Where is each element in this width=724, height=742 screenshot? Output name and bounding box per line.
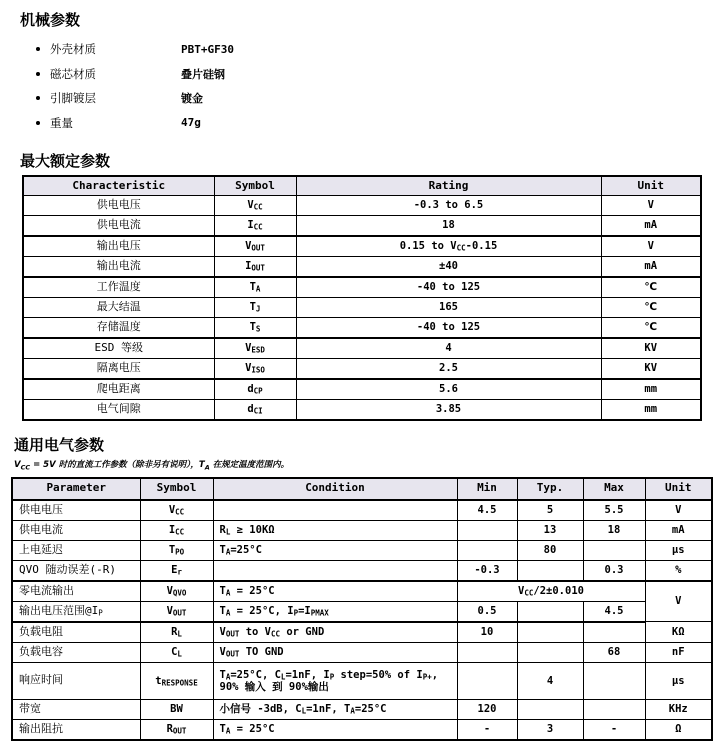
table-row [12, 622, 712, 643]
table-row [23, 257, 701, 278]
table-row [23, 196, 701, 216]
cell-typ: 13 [517, 520, 583, 540]
mech-item-value: 叠片硅钢 [181, 67, 225, 81]
list-item [36, 62, 724, 87]
cell-condition: $T_A = 25^\circ C$ [213, 719, 457, 740]
symbol-subscript: OUT [172, 726, 187, 736]
bullet-icon [36, 72, 40, 76]
cell-condition: $T_A = 25^\circ C$ [213, 581, 457, 602]
symbol-base: T [249, 301, 256, 314]
inline-subscript: CC [20, 463, 31, 472]
symbol-base: T [168, 544, 176, 557]
cell-characteristic: 供电电流 [23, 216, 214, 237]
col-header-symbol: Symbol [214, 176, 296, 196]
symbol-subscript: CC [175, 507, 185, 517]
mech-item-value: PBT+GF30 [181, 42, 234, 56]
symbol-base: V [245, 362, 252, 375]
symbol-base: R [171, 626, 178, 639]
symbol-base: V [245, 342, 252, 355]
cell-typ: 80 [517, 540, 583, 560]
cell-parameter: 供电电压 [12, 500, 140, 521]
cell-characteristic: ESD 等级 [23, 338, 214, 359]
cell-typ: 4 [517, 662, 583, 699]
cell-unit: V [601, 196, 701, 216]
inline-subscript: PMAX [310, 608, 329, 618]
cell-parameter: 负载电容 [12, 642, 140, 662]
cell-characteristic: 电气间隙 [23, 400, 214, 421]
col-header-min: Min [457, 478, 517, 500]
section-title-electrical: 通用电气参数 [14, 436, 105, 454]
symbol-subscript: J [255, 304, 261, 314]
symbol-base: E [171, 564, 178, 577]
cell-parameter: 零电流输出 [12, 581, 140, 602]
col-header-symbol: Symbol [140, 478, 213, 500]
cell-min: 4.5 [457, 500, 517, 521]
symbol-base: R [166, 723, 173, 736]
inline-subscript: A [225, 672, 231, 682]
symbol-base: C [171, 646, 178, 659]
inline-subscript: OUT [225, 649, 240, 659]
table-row [23, 359, 701, 380]
symbol-base: T [249, 321, 256, 334]
cell-min [457, 520, 517, 540]
table-row [23, 400, 701, 421]
cell-rating: 165 [296, 298, 601, 318]
table-row [23, 338, 701, 359]
cell-unit: mA [601, 257, 701, 278]
cell-unit: V [645, 500, 712, 521]
table-row [23, 277, 701, 298]
mech-item-label: 外壳材质 [50, 42, 96, 57]
cell-unit: mm [601, 379, 701, 400]
symbol-base: I [245, 260, 252, 273]
mech-item-label: 重量 [50, 115, 73, 130]
symbol-base: V [247, 199, 254, 212]
inline-subscript: P [293, 608, 299, 618]
cell-condition [213, 560, 457, 581]
inline-subscript: A [225, 588, 231, 598]
cell-condition: 小信号 -3dB, $C_L=1nF$, $T_A=25^\circ C$ [213, 699, 457, 719]
cell-parameter: 输出阻抗 [12, 719, 140, 740]
inline-subscript: A [225, 726, 231, 736]
cell-condition: $T_A=25^\circ C$, $C_L=1nF$, $I_P$ step=50% of $I_{P+}$, 90% 输入 到 90%输出 [213, 662, 457, 699]
electrical-note: $V_{CC} = 5V$ 时的直流工作参数（除非另有说明），$T_A$ 在规定温度范围内。 [14, 460, 290, 472]
cell-symbol [214, 277, 296, 298]
cell-unit: mA [601, 216, 701, 237]
symbol-subscript: A [255, 284, 261, 294]
table-row [12, 500, 712, 521]
cell-min [457, 540, 517, 560]
cell-min: 10 [457, 622, 517, 643]
symbol-base: I [247, 219, 254, 232]
cell-symbol [140, 601, 213, 622]
cell-rating: ±40 [296, 257, 601, 278]
mech-item-label: 引脚镀层 [50, 91, 96, 106]
cell-unit: KV [601, 359, 701, 380]
symbol-subscript: L [177, 649, 182, 659]
cell-symbol [214, 298, 296, 318]
list-item [36, 111, 724, 136]
symbol-base: T [249, 281, 256, 294]
col-header-unit: Unit [645, 478, 712, 500]
cell-max: 18 [583, 520, 645, 540]
table-row [23, 379, 701, 400]
symbol-subscript: QVO [172, 588, 187, 598]
cell-symbol [140, 622, 213, 643]
inline-subscript: A [225, 608, 231, 618]
cell-symbol [140, 560, 213, 581]
mech-item-value: 镀金 [181, 92, 203, 106]
cell-typ: 3 [517, 719, 583, 740]
cell-characteristic: 隔离电压 [23, 359, 214, 380]
cell-symbol [214, 236, 296, 257]
inline-subscript: OUT [225, 629, 240, 639]
cell-condition: $R_L \ge 10K\Omega$ [213, 520, 457, 540]
symbol-subscript: CP [253, 386, 263, 396]
table-row [23, 216, 701, 237]
cell-unit: nF [645, 642, 712, 662]
list-item [36, 86, 724, 111]
cell-parameter: 带宽 [12, 699, 140, 719]
cell-symbol [214, 318, 296, 339]
cell-symbol [140, 699, 213, 719]
col-header-characteristic: Characteristic [23, 176, 214, 196]
cell-max [583, 540, 645, 560]
cell-condition: $T_A = 25^\circ C$, $I_P=I_{PMAX}$ [213, 601, 457, 622]
symbol-subscript: RESPONSE [161, 678, 198, 688]
symbol-subscript: ISO [251, 365, 265, 375]
symbol-base: V [168, 504, 176, 517]
cell-max: 68 [583, 642, 645, 662]
cell-max: 5.5 [583, 500, 645, 521]
cell-symbol [214, 257, 296, 278]
symbol-subscript: CC [253, 202, 263, 212]
cell-unit: Ω [645, 719, 712, 740]
symbol-base: t [155, 674, 162, 687]
symbol-subscript: OUT [172, 608, 187, 618]
cell-symbol [214, 338, 296, 359]
inline-subscript: CC [524, 588, 534, 598]
bullet-icon [36, 96, 40, 100]
cell-min [457, 662, 517, 699]
cell-unit: mA [645, 520, 712, 540]
cell-min: - [457, 719, 517, 740]
cell-symbol [140, 500, 213, 521]
cell-typ [517, 601, 583, 622]
mech-item-value: 47g [181, 116, 201, 130]
inline-subscript: L [301, 706, 307, 716]
cell-max [583, 662, 645, 699]
cell-parameter: 响应时间 [12, 662, 140, 699]
cell-unit: V [601, 236, 701, 257]
cell-min: -0.3 [457, 560, 517, 581]
cell-characteristic: 最大结温 [23, 298, 214, 318]
cell-rating: -40 to 125 [296, 318, 601, 339]
cell-max: 0.3 [583, 560, 645, 581]
cell-unit: V [645, 581, 712, 622]
cell-unit: μs [645, 662, 712, 699]
symbol-subscript: r [177, 567, 182, 577]
cell-parameter: 上电延迟 [12, 540, 140, 560]
inline-subscript: A [204, 463, 210, 472]
cell-rating: -40 to 125 [296, 277, 601, 298]
inline-subscript: L [280, 672, 286, 682]
cell-merged-value: $V_{CC}/2\pm 0.010$ [457, 581, 645, 602]
inline-subscript: P [329, 672, 335, 682]
cell-rating: 18 [296, 216, 601, 237]
cell-unit: KΩ [645, 622, 712, 643]
cell-symbol [214, 400, 296, 421]
cell-rating: 3.85 [296, 400, 601, 421]
cell-unit: KHz [645, 699, 712, 719]
inline-subscript: CC [456, 243, 466, 253]
cell-typ [517, 699, 583, 719]
cell-rating: 4 [296, 338, 601, 359]
table-row [12, 520, 712, 540]
cell-min: 0.5 [457, 601, 517, 622]
table-row [12, 560, 712, 581]
cell-unit: KV [601, 338, 701, 359]
cell-characteristic: 输出电流 [23, 257, 214, 278]
col-header-unit: Unit [601, 176, 701, 196]
col-header-max: Max [583, 478, 645, 500]
symbol-subscript: PO [175, 547, 185, 557]
cell-rating: 5.6 [296, 379, 601, 400]
inline-subscript: L [225, 527, 231, 537]
inline-subscript: CC [270, 629, 281, 639]
col-header-typ: Typ. [517, 478, 583, 500]
cell-symbol [140, 719, 213, 740]
list-item [36, 37, 724, 62]
symbol-base: V [245, 240, 252, 253]
cell-unit: μs [645, 540, 712, 560]
cell-min: 120 [457, 699, 517, 719]
table-row [12, 719, 712, 740]
table-row [12, 540, 712, 560]
symbol-subscript: ESD [251, 345, 265, 355]
cell-symbol [140, 642, 213, 662]
cell-characteristic: 工作温度 [23, 277, 214, 298]
table-row [23, 318, 701, 339]
symbol-base: d [247, 383, 254, 396]
cell-symbol [214, 216, 296, 237]
cell-unit: ℃ [601, 277, 701, 298]
symbol-subscript: OUT [251, 243, 265, 253]
symbol-subscript: CC [175, 527, 185, 537]
max-ratings-table [22, 175, 702, 421]
cell-rating: 0.15 to $V_{CC}-0.15$ [296, 236, 601, 257]
cell-condition: $T_A=25^\circ C$ [213, 540, 457, 560]
table-row [12, 642, 712, 662]
cell-symbol [140, 581, 213, 602]
cell-symbol [214, 196, 296, 216]
symbol-base: I [168, 524, 176, 537]
cell-typ [517, 642, 583, 662]
symbol-base: BW [170, 703, 183, 716]
table-row [12, 581, 712, 602]
cell-symbol [214, 379, 296, 400]
table-header-row [12, 478, 712, 500]
cell-unit: % [645, 560, 712, 581]
cell-characteristic: 爬电距离 [23, 379, 214, 400]
col-header-rating: Rating [296, 176, 601, 196]
cell-unit: ℃ [601, 298, 701, 318]
cell-condition: $V_{OUT}$ to $V_{CC}$ or GND [213, 622, 457, 643]
bullet-icon [36, 121, 40, 125]
section-title-max-ratings: 最大额定参数 [20, 152, 111, 170]
inline-subscript: A [350, 706, 355, 716]
symbol-subscript: S [255, 324, 261, 334]
table-header-row [23, 176, 701, 196]
electrical-table [11, 477, 713, 741]
col-header-parameter: Parameter [12, 478, 140, 500]
table-row [12, 699, 712, 719]
cell-condition: $V_{OUT}$ TO GND [213, 642, 457, 662]
cell-max [583, 622, 645, 643]
cell-parameter: 输出电压范围$@I_P$ [12, 601, 140, 622]
inline-subscript: P [98, 608, 103, 618]
symbol-subscript: L [177, 629, 182, 639]
cell-rating: 2.5 [296, 359, 601, 380]
cell-max [583, 699, 645, 719]
symbol-base: V [166, 605, 173, 618]
cell-symbol [140, 662, 213, 699]
cell-typ [517, 560, 583, 581]
cell-characteristic: 存储温度 [23, 318, 214, 339]
cell-min [457, 642, 517, 662]
cell-parameter: 负载电阻 [12, 622, 140, 643]
cell-unit: ℃ [601, 318, 701, 339]
cell-symbol [214, 359, 296, 380]
table-row [23, 298, 701, 318]
symbol-base: V [166, 585, 173, 598]
bullet-icon [36, 47, 40, 51]
cell-symbol [140, 540, 213, 560]
inline-subscript: A [225, 547, 231, 557]
cell-characteristic: 供电电压 [23, 196, 214, 216]
table-row [12, 601, 712, 622]
cell-typ: 5 [517, 500, 583, 521]
cell-unit: mm [601, 400, 701, 421]
cell-max: 4.5 [583, 601, 645, 622]
cell-parameter: 供电电流 [12, 520, 140, 540]
section-title-mechanical: 机械参数 [20, 11, 81, 29]
cell-typ [517, 622, 583, 643]
mech-item-label: 磁芯材质 [50, 66, 96, 81]
table-row [12, 662, 712, 699]
cell-rating: -0.3 to 6.5 [296, 196, 601, 216]
symbol-subscript: OUT [251, 263, 265, 273]
cell-condition [213, 500, 457, 521]
symbol-subscript: CI [253, 406, 263, 416]
col-header-condition: Condition [213, 478, 457, 500]
cell-max: - [583, 719, 645, 740]
inline-subscript: P+ [422, 672, 432, 682]
mechanical-list [36, 37, 724, 135]
symbol-subscript: CC [253, 222, 263, 232]
cell-parameter: QVO 随动误差(-R) [12, 560, 140, 581]
cell-symbol [140, 520, 213, 540]
condition-line2: 90% 输入 到 90%输出 [219, 680, 329, 693]
cell-characteristic: 输出电压 [23, 236, 214, 257]
symbol-base: d [247, 403, 254, 416]
table-row [23, 236, 701, 257]
